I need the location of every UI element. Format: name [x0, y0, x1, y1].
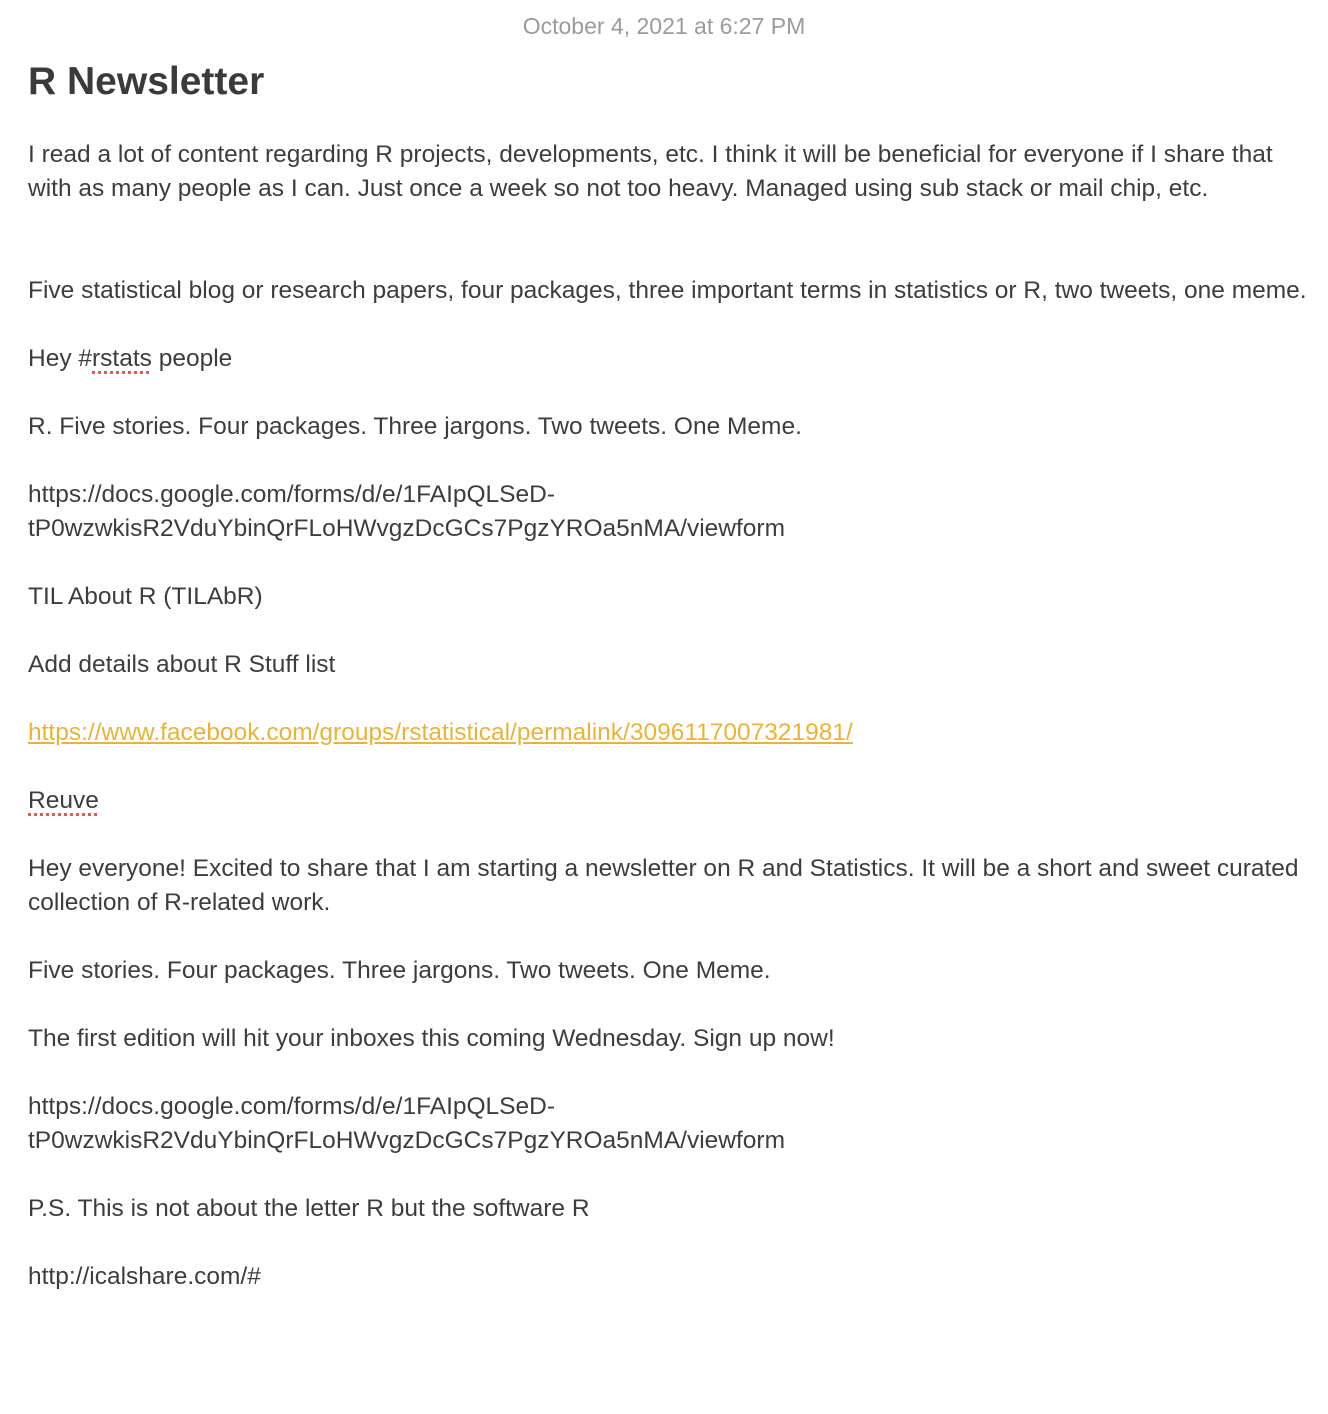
greeting-line[interactable]	[28, 342, 1308, 376]
tagline-line-2[interactable]: Five stories. Four packages. Three jargons. Two tweets. One Meme.	[28, 957, 771, 984]
facebook-link-line[interactable]	[28, 716, 1308, 750]
first-edition-line[interactable]: The first edition will hit your inboxes this coming Wednesday. Sign up now!	[28, 1025, 835, 1052]
blank-line	[28, 1056, 1308, 1090]
note-body[interactable]	[28, 138, 1308, 1294]
blank-line	[28, 308, 1308, 342]
til-line[interactable]: TIL About R (TILAbR)	[28, 583, 263, 610]
ical-url-text[interactable]: http://icalshare.com/#	[28, 1263, 261, 1290]
blank-line	[28, 376, 1308, 410]
blank-line	[28, 1158, 1308, 1192]
announcement-paragraph[interactable]: Hey everyone! Excited to share that I am starting a newsletter on R and Statistics. It will be a short and sweet curated collection of R-related work.	[28, 855, 1306, 916]
blank-line	[28, 206, 1308, 240]
form-url-text-2[interactable]: https://docs.google.com/forms/d/e/1FAIpQLSeD- tP0wzwkisR2VduYbinQrFLoHWvgzDcGCs7PgzYROa5nMA/viewform	[28, 1093, 785, 1154]
facebook-link[interactable]: https://www.facebook.com/groups/rstatistical/permalink/3096117007321981/	[28, 719, 853, 746]
ps-line[interactable]: P.S. This is not about the letter R but the software R	[28, 1195, 590, 1222]
greeting-suffix: people	[151, 345, 233, 372]
misspelled-word[interactable]: Reuve	[28, 787, 99, 814]
blank-line	[28, 1226, 1308, 1260]
note-timestamp: October 4, 2021 at 6:27 PM	[522, 13, 806, 39]
todo-line[interactable]: Add details about R Stuff list	[28, 651, 336, 678]
blank-line	[28, 546, 1308, 580]
blank-line	[28, 750, 1308, 784]
form-url-text[interactable]: https://docs.google.com/forms/d/e/1FAIpQLSeD- tP0wzwkisR2VduYbinQrFLoHWvgzDcGCs7PgzYROa5nMA/viewform	[28, 481, 785, 542]
note-title[interactable]: R Newsletter	[28, 60, 265, 103]
misspelled-word[interactable]: rstats	[92, 345, 152, 372]
blank-line	[28, 818, 1308, 852]
blank-line	[28, 240, 1308, 274]
format-paragraph[interactable]: Five statistical blog or research papers, four packages, three important terms in statistics or R, two tweets, one meme.	[28, 277, 1307, 304]
blank-line	[28, 444, 1308, 478]
blank-line	[28, 920, 1308, 954]
blank-line	[28, 614, 1308, 648]
blank-line	[28, 988, 1308, 1022]
tagline-line[interactable]: R. Five stories. Four packages. Three jargons. Two tweets. One Meme.	[28, 413, 802, 440]
reuve-line[interactable]	[28, 784, 1308, 818]
blank-line	[28, 682, 1308, 716]
greeting-prefix: Hey #	[28, 345, 93, 372]
intro-paragraph[interactable]: I read a lot of content regarding R projects, developments, etc. I think it will be beneficial for everyone if I share that with as many people as I can. Just once a week so not too heavy. Managed using sub stack or mail chip, etc.	[28, 141, 1280, 202]
